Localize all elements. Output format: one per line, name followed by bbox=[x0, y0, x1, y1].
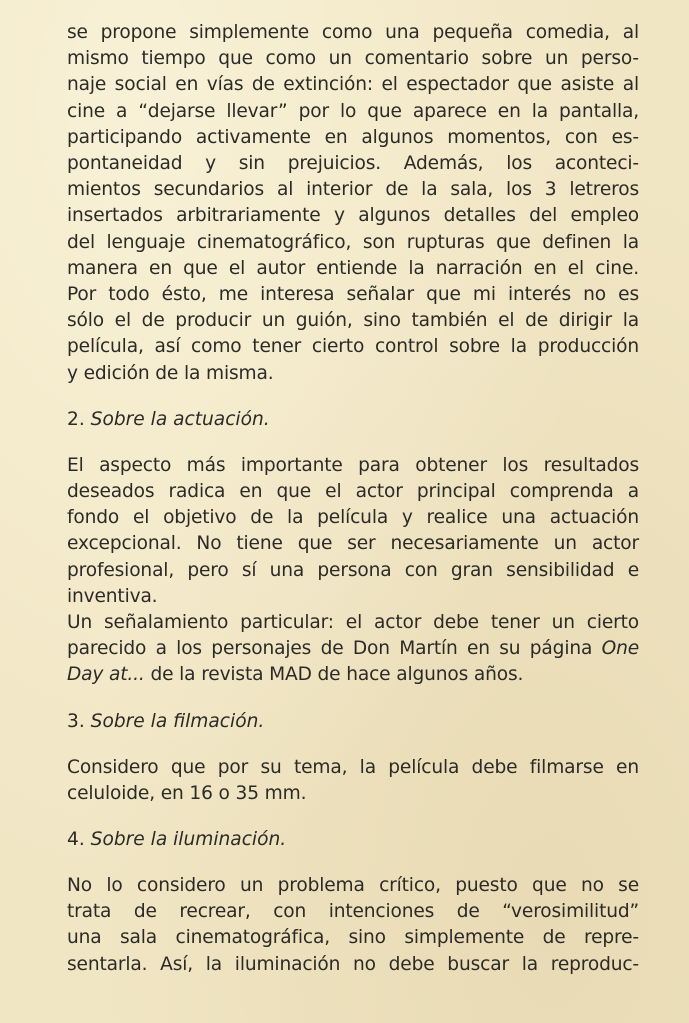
text-line: cine a “dejarse llevar” por lo que aparece en la pantalla, bbox=[67, 100, 639, 122]
section-title: Sobre la iluminación. bbox=[90, 829, 287, 851]
text-line: insertados arbitrariamente y algunos detalles del empleo bbox=[67, 205, 639, 227]
section-title: Sobre la actuación. bbox=[90, 408, 270, 430]
intro-paragraph bbox=[67, 20, 639, 387]
section-heading-iluminacion bbox=[67, 827, 639, 853]
text-line: sólo el de producir un guión, sino también el de dirigir la bbox=[67, 310, 639, 332]
text-line: participando activamente en algunos momentos, con es- bbox=[67, 126, 639, 148]
text-line: película, así como tener cierto control sobre la producción bbox=[67, 336, 639, 358]
spacer bbox=[67, 807, 639, 827]
text-line: una sala cinematográfica, sino simplemente de repre- bbox=[67, 927, 639, 949]
section-number: 3. bbox=[67, 710, 85, 732]
text-line: sentarla. Así, la iluminación no debe buscar la reproduc- bbox=[67, 953, 639, 975]
text-line: y edición de la misma. bbox=[67, 362, 274, 384]
section-title: Sobre la filmación. bbox=[90, 710, 265, 732]
text-line bbox=[67, 662, 639, 688]
text-run: de la revista MAD de hace algunos años. bbox=[150, 664, 524, 686]
iluminacion-paragraph bbox=[67, 873, 639, 978]
text-line: fondo el objetivo de la película y realice una actuación bbox=[67, 507, 639, 529]
text-line: del lenguaje cinematográfico, son rupturas que definen la bbox=[67, 231, 639, 253]
text-line: El aspecto más importante para obtener los resultados bbox=[67, 454, 639, 476]
section-number: 2. bbox=[67, 408, 85, 430]
text-line: mismo tiempo que como un comentario sobre un perso- bbox=[67, 48, 639, 70]
text-line: Considero que por su tema, la película debe filmarse en bbox=[67, 756, 639, 778]
spacer bbox=[67, 387, 639, 407]
filmacion-paragraph bbox=[67, 755, 639, 807]
text-line: celuloide, en 16 o 35 mm. bbox=[67, 782, 307, 804]
section-heading-filmacion bbox=[67, 709, 639, 735]
section-number: 4. bbox=[67, 829, 85, 851]
spacer bbox=[67, 433, 639, 453]
actuacion-paragraph bbox=[67, 453, 639, 689]
magazine-page-title: Day at... bbox=[67, 664, 145, 686]
text-line: pontaneidad y sin prejuicios. Además, los aconteci- bbox=[67, 153, 639, 175]
text-line: profesional, pero sí una persona con gran sensibilidad e bbox=[67, 559, 639, 581]
text-line: manera en que el autor entiende la narración en el cine. bbox=[67, 257, 639, 279]
text-line: excepcional. No tiene que ser necesariamente un actor bbox=[67, 533, 639, 555]
text-line: Un señalamiento particular: el actor debe tener un cierto bbox=[67, 612, 639, 634]
text-run: parecido a los personajes de Don Martín en su página bbox=[67, 638, 593, 660]
text-line: inventiva. bbox=[67, 585, 158, 607]
text-line: Por todo ésto, me interesa señalar que mi interés no es bbox=[67, 284, 639, 306]
text-line: se propone simplemente como una pequeña comedia, al bbox=[67, 22, 639, 43]
text-line: No lo considero un problema crítico, puesto que no se bbox=[67, 875, 639, 897]
text-line bbox=[67, 636, 639, 662]
section-heading-actuacion bbox=[67, 407, 639, 433]
text-line: trata de recrear, con intenciones de “verosimilitud” bbox=[67, 901, 639, 923]
magazine-page-title: One bbox=[601, 638, 640, 660]
text-line: mientos secundarios al interior de la sala, los 3 letreros bbox=[67, 179, 639, 201]
spacer bbox=[67, 689, 639, 709]
spacer bbox=[67, 853, 639, 873]
text-line: deseados radica en que el actor principal comprenda a bbox=[67, 481, 639, 503]
spacer bbox=[67, 735, 639, 755]
document-page bbox=[67, 20, 639, 978]
text-line: naje social en vías de extinción: el espectador que asiste al bbox=[67, 74, 639, 96]
